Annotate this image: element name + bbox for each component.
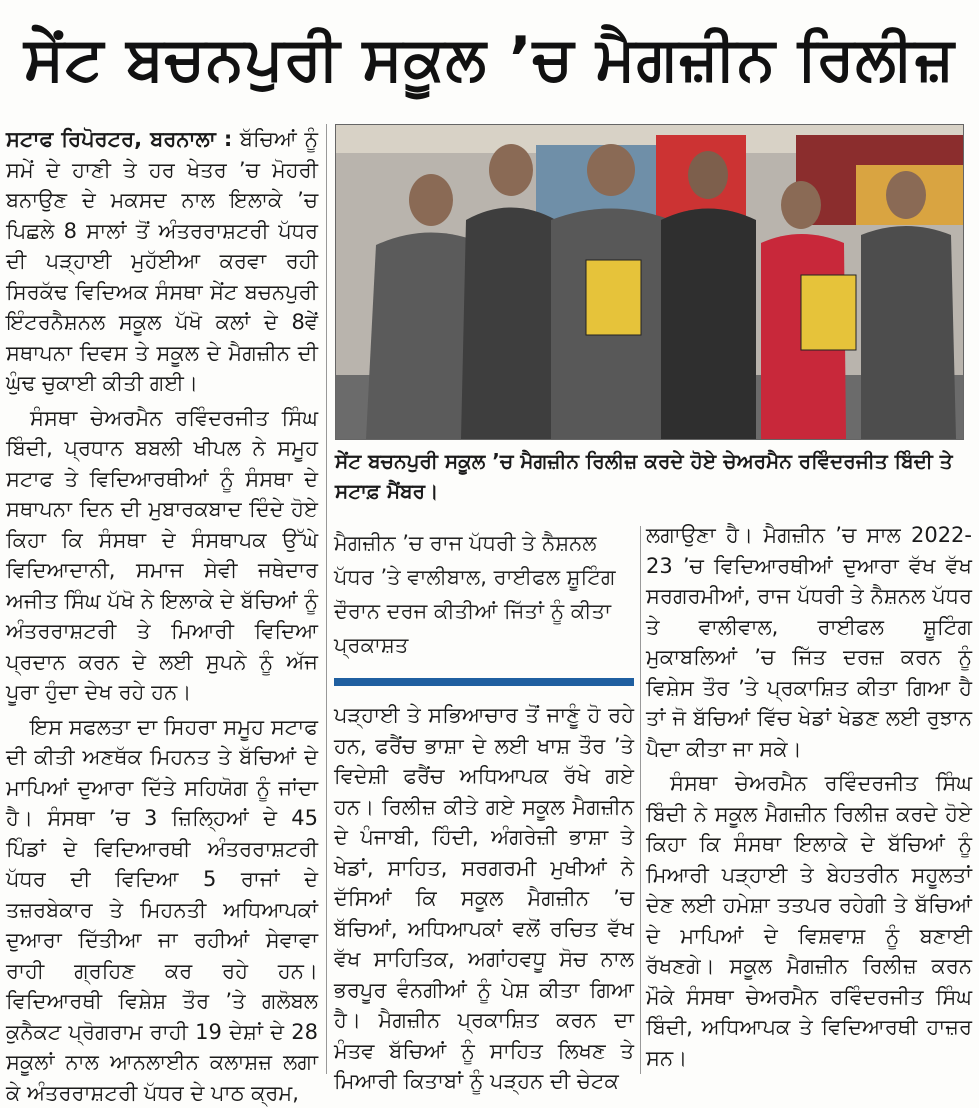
column-divider	[326, 124, 327, 1074]
article-column-middle	[334, 700, 634, 1074]
news-photo	[335, 124, 964, 440]
pull-quote: ਮੈਗਜ਼ੀਨ ’ਚ ਰਾਜ ਪੱਧਰੀ ਤੇ ਨੈਸ਼ਨਲ ਪੱਧਰ ’ਤੇ ਵਾਲੀਬਾਲ, ਰਾਈਫਲ ਸ਼ੂਟਿੰਗ ਦੌਰਾਨ ਦਰਜ ਕੀਤੀਆਂ ਜਿੱਤਾਂ ਨੂੰ ਕੀਤਾ ਪ੍ਰਕਾਸ਼ਤ	[334, 526, 634, 684]
paragraph-text: ਬੱਚਿਆਂ ਨੂੰ ਸਮੇਂ ਦੇ ਹਾਣੀ ਤੇ ਹਰ ਖੇਤਰ ’ਚ ਮੋਹਰੀ ਬਨਾਉਣ ਦੇ ਮਕਸਦ ਨਾਲ ਇਲਾਕੇ ’ਚ ਪਿਛਲੇ 8 ਸਾਲਾਂ ਤੋਂ ਅੰਤਰਰਾਸ਼ਟਰੀ ਪੱਧਰ ਦੀ ਪੜ੍ਹਾਈ ਮੁਹੱਈਆ ਕਰਵਾ ਰਹੀ ਸਿਰਕੱਢ ਵਿਦਿਅਕ ਸੰਸਥਾ ਸੇਂਟ ਬਚਨਪੁਰੀ ਇੰਟਰਨੈਸ਼ਨਲ ਸਕੂਲ ਪੱਖੋ ਕਲਾਂ ਦੇ 8ਵੇਂ ਸਥਾਪਨਾ ਦਿਵਸ ਤੇ ਸਕੂਲ ਦੇ ਮੈਗਜ਼ੀਨ ਦੀ ਘੁੰਢ ਚੁਕਾਈ ਕੀਤੀ ਗਈ।	[6, 127, 318, 395]
article-column-right	[646, 520, 972, 1074]
byline: ਸਟਾਫ ਰਿਪੋਰਟਰ, ਬਰਨਾਲਾ :	[6, 127, 232, 151]
paragraph: ਸੰਸਥਾ ਚੇਅਰਮੈਨ ਰਵਿੰਦਰਜੀਤ ਸਿੰਘ ਬਿੰਦੀ ਨੇ ਸਕੂਲ ਮੈਗਜ਼ੀਨ ਰਿਲੀਜ਼ ਕਰਦੇ ਹੋਏ ਕਿਹਾ ਕਿ ਸੰਸਥਾ ਇਲਾਕੇ ਦੇ ਬੱਚਿਆਂ ਨੂੰ ਮਿਆਰੀ ਪੜ੍ਹਾਈ ਤੇ ਬੇਹਤਰੀਨ ਸਹੂਲਤਾਂ ਦੇਣ ਲਈ ਹਮੇਸ਼ਾ ਤਤਪਰ ਰਹੇਗੀ ਤੇ ਬੱਚਿਆਂ ਦੇ ਮਾਪਿਆਂ ਦੇ ਵਿਸ਼ਵਾਸ਼ ਨੂੰ ਬਣਾਈ ਰੱਖਣਗੇ। ਸਕੂਲ ਮੈਗਜ਼ੀਨ ਰਿਲੀਜ਼ ਕਰਨ ਮੌਕੇ ਸੰਸਥਾ ਚੇਅਰਮੈਨ ਰਵਿੰਦਰਜੀਤ ਸਿੰਘ ਬਿੰਦੀ, ਅਧਿਆਪਕ ਤੇ ਵਿਦਿਆਰਥੀ ਹਾਜ਼ਰ ਸਨ।	[646, 768, 972, 1073]
pull-quote-rule	[334, 678, 634, 686]
paragraph: ਸੰਸਥਾ ਚੇਅਰਮੈਨ ਰਵਿੰਦਰਜੀਤ ਸਿੰਘ ਬਿੰਦੀ, ਪ੍ਰਧਾਨ ਬਬਲੀ ਖੀਪਲ ਨੇ ਸਮੂਹ ਸਟਾਫ ਤੇ ਵਿਦਿਆਰਥੀਆਂ ਨੂੰ ਸੰਸਥਾ ਦੇ ਸਥਾਪਨਾ ਦਿਨ ਦੀ ਮੁਬਾਰਕਬਾਦ ਦਿੰਦੇ ਹੋਏ ਕਿਹਾ ਕਿ ਸੰਸਥਾ ਦੇ ਸੰਸਥਾਪਕ ਉੱਘੇ ਵਿਦਿਆਦਾਨੀ, ਸਮਾਜ ਸੇਵੀ ਜਥੇਦਾਰ ਅਜੀਤ ਸਿੰਘ ਪੱਖੋ ਨੇ ਇਲਾਕੇ ਦੇ ਬੱਚਿਆਂ ਨੂੰ ਅੰਤਰਰਾਸ਼ਟਰੀ ਤੇ ਮਿਆਰੀ ਵਿਦਿਆ ਪ੍ਰਦਾਨ ਕਰਨ ਦੇ ਲਈ ਸੁਪਨੇ ਨੂੰ ਅੱਜ ਪੂਰਾ ਹੁੰਦਾ ਦੇਖ ਰਹੇ ਹਨ।	[6, 403, 318, 708]
article-column-left	[6, 124, 318, 1074]
paragraph	[6, 124, 318, 399]
photo-illustration	[336, 125, 963, 439]
paragraph: ਇਸ ਸਫਲਤਾ ਦਾ ਸਿਹਰਾ ਸਮੂਹ ਸਟਾਫ ਦੀ ਕੀਤੀ ਅਣਥੱਕ ਮਿਹਨਤ ਤੇ ਬੱਚਿਆਂ ਦੇ ਮਾਪਿਆਂ ਦੁਆਰਾ ਦਿੱਤੇ ਸਹਿਯੋਗ ਨੂੰ ਜਾਂਦਾ ਹੈ। ਸੰਸਥਾ ’ਚ 3 ਜ਼ਿਲ੍ਹਿਆਂ ਦੇ 45 ਪਿੰਡਾਂ ਦੇ ਵਿਦਿਆਰਥੀ ਅੰਤਰਰਾਸ਼ਟਰੀ ਪੱਧਰ ਦੀ ਵਿਦਿਆ 5 ਰਾਜਾਂ ਦੇ ਤਜ਼ਰਬੇਕਾਰ ਤੇ ਮਿਹਨਤੀ ਅਧਿਆਪਕਾਂ ਦੁਆਰਾ ਦਿੱਤੀਆ ਜਾ ਰਹੀਆਂ ਸੇਵਾਵਾ ਰਾਹੀ ਗ੍ਰਹਿਣ ਕਰ ਰਹੇ ਹਨ। ਵਿਦਿਆਰਥੀ ਵਿਸ਼ੇਸ਼ ਤੌਰ ’ਤੇ ਗਲੋਬਲ ਕੁਨੈਕਟ ਪ੍ਰੋਗਰਾਮ ਰਾਹੀ 19 ਦੇਸ਼ਾਂ ਦੇ 28 ਸਕੂਲਾਂ ਨਾਲ ਆਨਲਾਈਨ ਕਲਾਸ਼ਜ਼ ਲਗਾ ਕੇ ਅੰਤਰਰਾਸ਼ਟਰੀ ਪੱਧਰ ਦੇ ਪਾਠ ਕ੍ਰਮ,	[6, 712, 318, 1108]
paragraph: ਪੜ੍ਹਾਈ ਤੇ ਸਭਿਆਚਾਰ ਤੋਂ ਜਾਣੂੰ ਹੋ ਰਹੇ ਹਨ, ਫਰੈਂਚ ਭਾਸ਼ਾ ਦੇ ਲਈ ਖਾਸ਼ ਤੌਰ ’ਤੇ ਵਿਦੇਸ਼ੀ ਫਰੈਂਚ ਅਧਿਆਪਕ ਰੱਖੇ ਗਏ ਹਨ। ਰਿਲੀਜ਼ ਕੀਤੇ ਗਏ ਸਕੂਲ ਮੈਗਜ਼ੀਨ ਦੇ ਪੰਜਾਬੀ, ਹਿੰਦੀ, ਅੰਗਰੇਜ਼ੀ ਭਾਸ਼ਾ ਤੇ ਖੇਡਾਂ, ਸਾਹਿਤ, ਸਰਗਰਮੀ ਮੁਖੀਆਂ ਨੇ ਦੱਸਿਆਂ ਕਿ ਸਕੂਲ ਮੈਗਜ਼ੀਨ ’ਚ ਬੱਚਿਆਂ, ਅਧਿਆਪਕਾਂ ਵਲੋਂ ਰਚਿਤ ਵੱਖ ਵੱਖ ਸਾਹਿਤਿਕ, ਅਗਾਂਹਵਧੂ ਸੋਚ ਨਾਲ ਭਰਪੂਰ ਵੰਨਗੀਆਂ ਨੂੰ ਪੇਸ਼ ਕੀਤਾ ਗਿਆ ਹੈ। ਮੈਗਜ਼ੀਨ ਪ੍ਰਕਾਸ਼ਿਤ ਕਰਨ ਦਾ ਮੰਤਵ ਬੱਚਿਆਂ ਨੂੰ ਸਾਹਿਤ ਲਿਖਣ ਤੇ ਮਿਆਰੀ ਕਿਤਾਬਾਂ ਨੂੰ ਪੜ੍ਹਨ ਦੀ ਚੇਟਕ	[334, 700, 634, 1097]
paragraph: ਲਗਾਉਣਾ ਹੈ। ਮੈਗਜ਼ੀਨ ’ਚ ਸਾਲ 2022-23 ’ਚ ਵਿਦਿਆਰਥੀਆਂ ਦੁਆਰਾ ਵੱਖ ਵੱਖ ਸਰਗਰਮੀਆਂ, ਰਾਜ ਪੱਧਰੀ ਤੇ ਨੈਸ਼ਨਲ ਪੱਧਰ ਤੇ ਵਾਲੀਵਾਲ, ਰਾਈਫਲ ਸ਼ੂਟਿੰਗ ਮੁਕਾਬਲਿਆਂ ’ਚ ਜਿੱਤ ਦਰਜ਼ ਕਰਨ ਨੂੰ ਵਿਸ਼ੇਸ ਤੌਰ ’ਤੇ ਪ੍ਰਕਾਸ਼ਿਤ ਕੀਤਾ ਗਿਆ ਹੈ ਤਾਂ ਜੋ ਬੱਚਿਆਂ ਵਿੱਚ ਖੇਡਾਂ ਖੇਡਣ ਲਈ ਰੁਝਾਨ ਪੈਦਾ ਕੀਤਾ ਜਾ ਸਕੇ।	[646, 520, 972, 764]
photo-caption: ਸੇਂਟ ਬਚਨਪੁਰੀ ਸਕੂਲ ’ਚ ਮੈਗਜ਼ੀਨ ਰਿਲੀਜ਼ ਕਰਦੇ ਹੋਏ ਚੇਅਰਮੈਨ ਰਵਿੰਦਰਜੀਤ ਬਿੰਦੀ ਤੇ ਸਟਾਫ਼ ਮੈਂਬਰ।	[335, 446, 962, 516]
column-divider	[640, 526, 641, 1074]
headline: ਸੇਂਟ ਬਚਨਪੁਰੀ ਸਕੂਲ ’ਚ ਮੈਗਜ਼ੀਨ ਰਿਲੀਜ਼	[0, 0, 979, 118]
